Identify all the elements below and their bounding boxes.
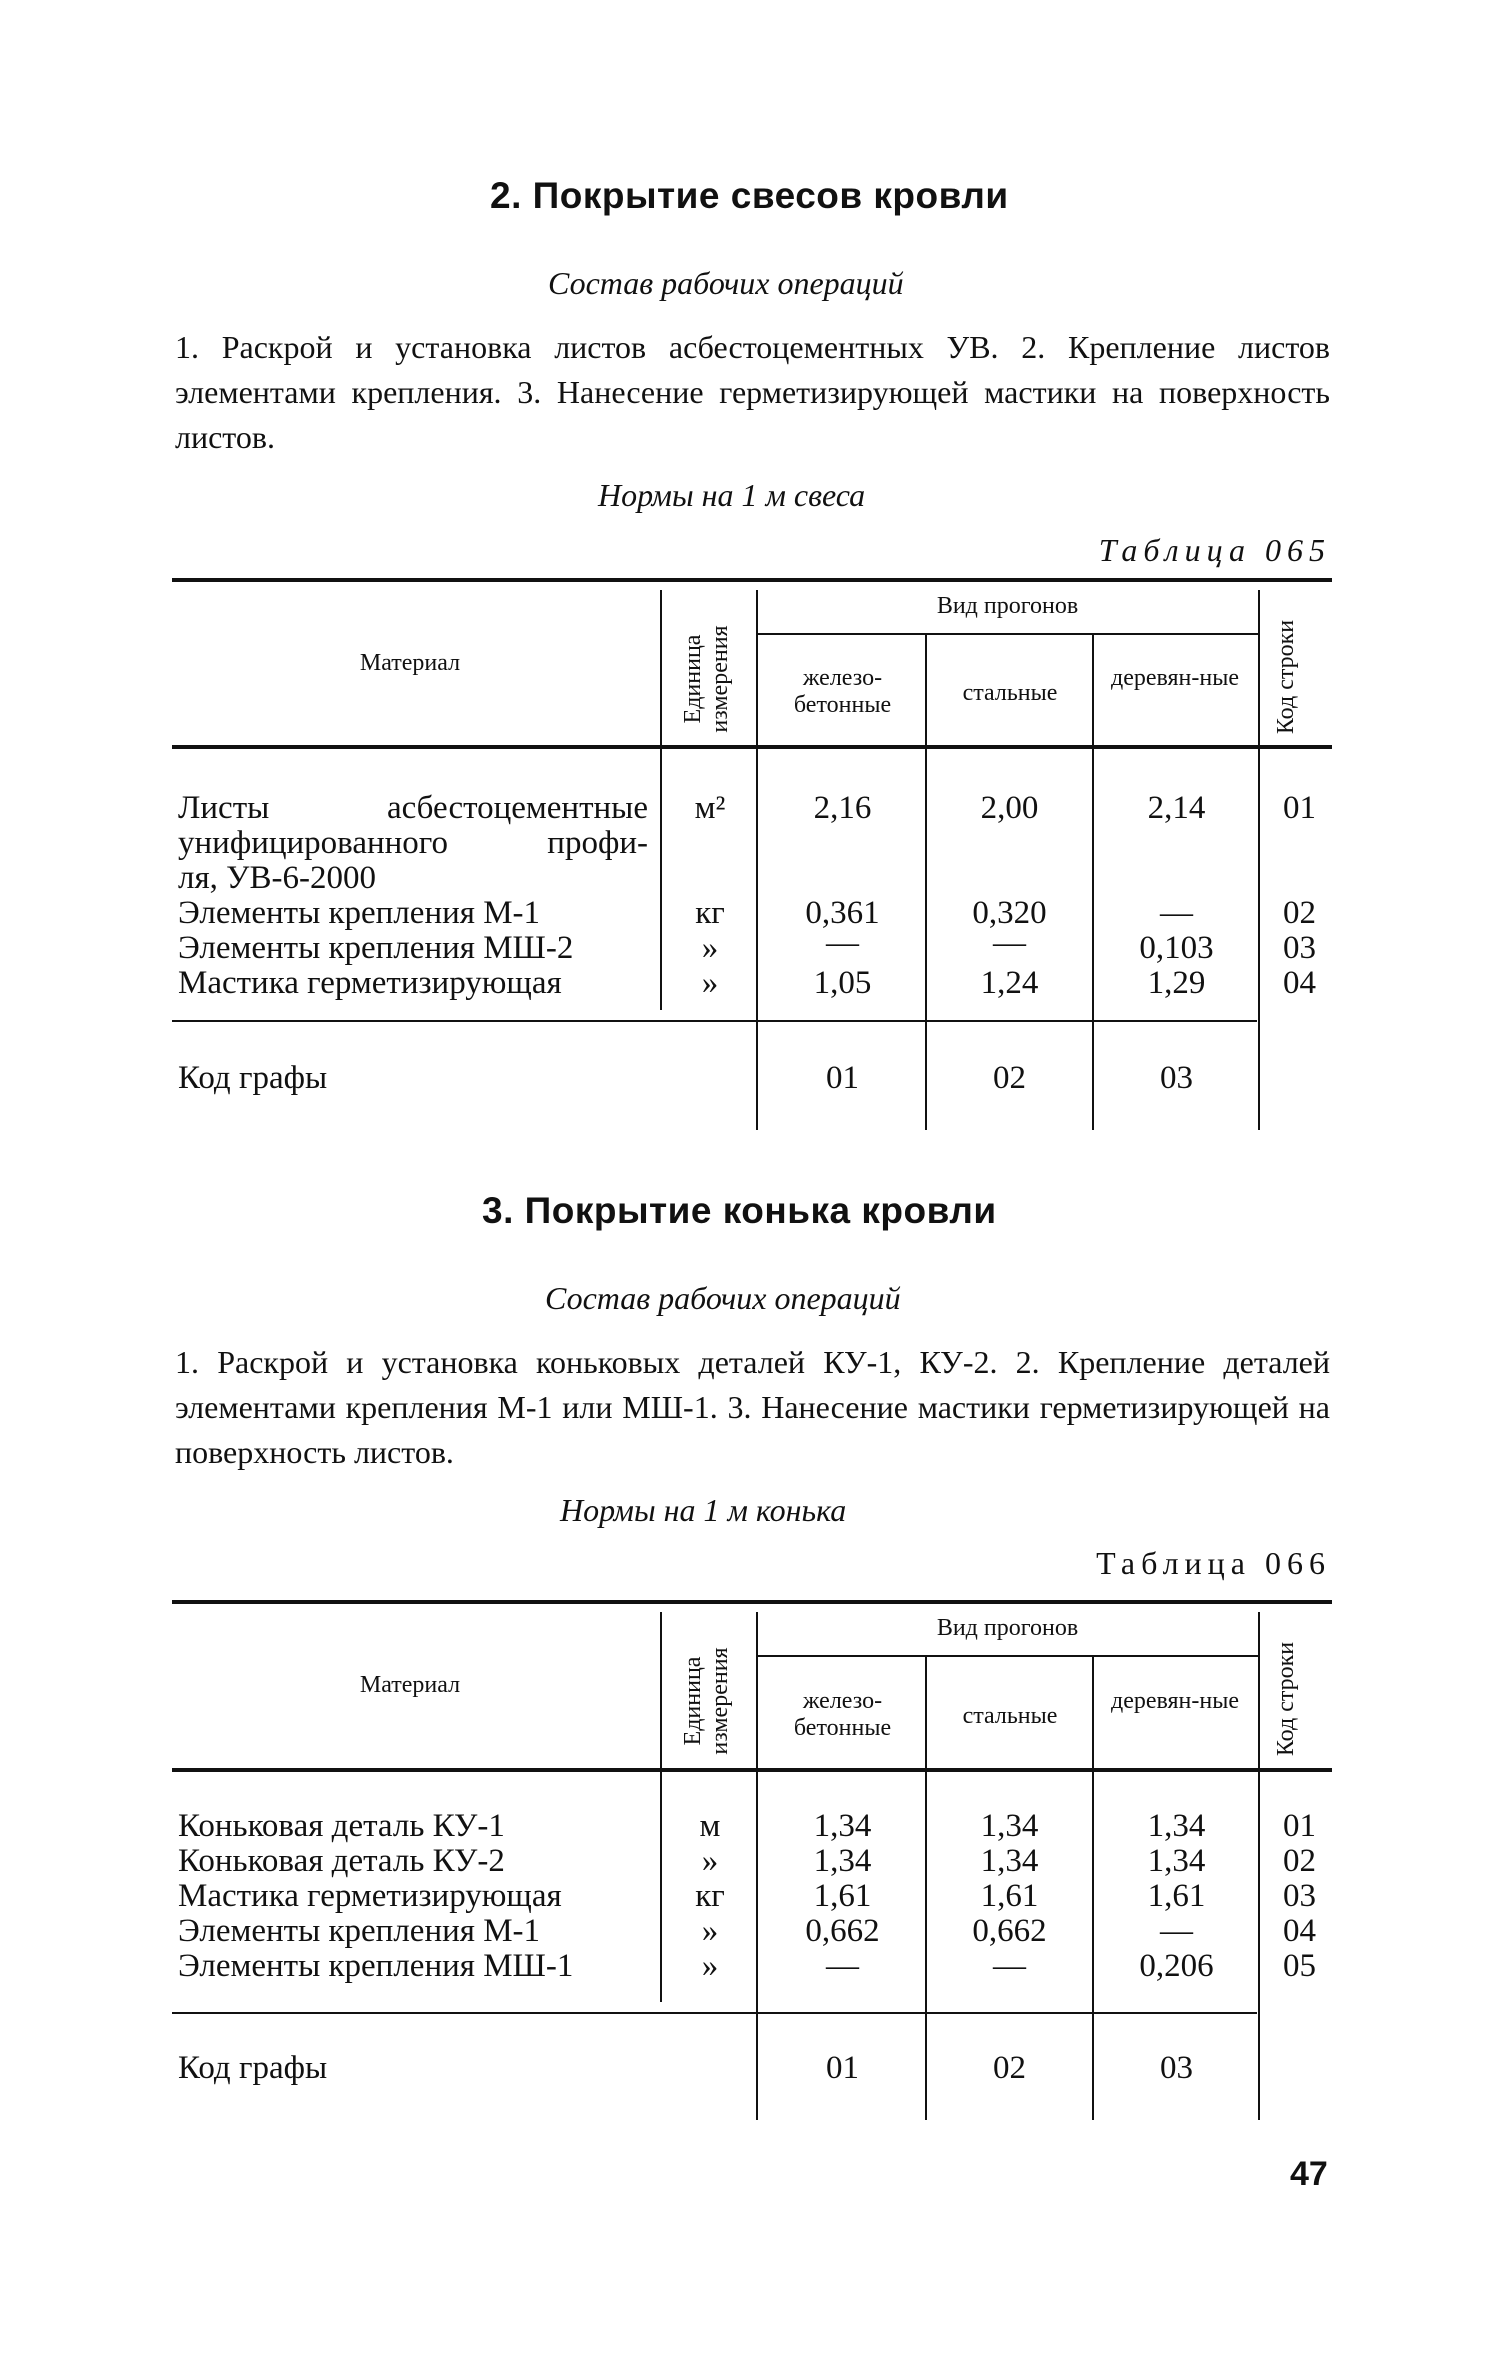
t066-r4-code: 04 (1283, 1913, 1316, 1949)
t065-r1-material-l1: Листы асбестоцементные (178, 790, 648, 826)
t066-r4-v2: 0,662 (972, 1913, 1047, 1949)
header-col2: стальные (962, 680, 1058, 706)
t066-r5-v2: — (993, 1948, 1026, 1984)
t066-r2-code: 02 (1283, 1843, 1316, 1879)
t065-r4-v3: 1,29 (1147, 965, 1206, 1001)
section3-norms: Нормы на 1 м конька (560, 1492, 847, 1528)
t066-r4-unit: » (701, 1913, 719, 1949)
t065-r2-unit: кг (695, 895, 725, 931)
t065-r3-v3: 0,103 (1139, 930, 1214, 966)
t066-r2-v1: 1,34 (813, 1843, 872, 1879)
section2-ops-heading: Состав рабочих операций (548, 265, 904, 301)
t065-footer-c2: 02 (993, 1060, 1026, 1096)
t066-r2-v3: 1,34 (1147, 1843, 1206, 1879)
t065-footer-label: Код графы (178, 1060, 328, 1096)
section3-title: 3. Покрытие конька кровли (482, 1190, 997, 1231)
t066-r2-material: Коньковая деталь КУ-2 (178, 1843, 505, 1879)
t065-footer-c3: 03 (1160, 1060, 1193, 1096)
t066-r4-material: Элементы крепления М-1 (178, 1913, 541, 1949)
t065-r2-v1: 0,361 (805, 895, 880, 931)
t065-r3-v2: — (993, 925, 1026, 961)
header-unit: Единица измерения (680, 1647, 733, 1755)
t066-r1-code: 01 (1283, 1808, 1316, 1844)
t065-r1-material-l2: унифицированного профи- (178, 825, 648, 861)
t066-r1-v3: 1,34 (1147, 1808, 1206, 1844)
section2-ops-text: 1. Раскрой и установка листов асбестоцементных УВ. 2. Крепление листов элементами крепления. 3. Нанесение герметизирующей мастики на поверхность листов. (175, 329, 1330, 455)
section3-table-label: Таблица 066 (1096, 1545, 1331, 1581)
header-code: Код строки (1273, 619, 1299, 735)
t065-r1-v1: 2,16 (813, 790, 872, 826)
header-group: Вид прогонов (936, 1615, 1079, 1641)
t066-r5-unit: » (701, 1948, 719, 1984)
t066-footer-label: Код графы (178, 2050, 328, 2086)
header-col3: деревян-ные (1110, 665, 1240, 691)
t066-footer-c3: 03 (1160, 2050, 1193, 2086)
t066-r3-v3: 1,61 (1147, 1878, 1206, 1914)
t066-r1-unit: м (699, 1808, 721, 1844)
section2-title: 2. Покрытие свесов кровли (490, 175, 1009, 216)
header-group: Вид прогонов (936, 593, 1079, 619)
t066-r1-v1: 1,34 (813, 1808, 872, 1844)
t066-r4-v1: 0,662 (805, 1913, 880, 1949)
header-col2: стальные (962, 1703, 1058, 1729)
section3-ops-heading: Состав рабочих операций (545, 1280, 901, 1316)
t065-r2-v3: — (1160, 895, 1193, 931)
t066-r3-v1: 1,61 (813, 1878, 872, 1914)
header-col1: железо-бетонные (793, 1688, 892, 1741)
t066-r1-material: Коньковая деталь КУ-1 (178, 1808, 505, 1844)
header-col1: железо-бетонные (793, 665, 892, 718)
t065-r3-material: Элементы крепления МШ-2 (178, 930, 574, 966)
t065-r1-v3: 2,14 (1147, 790, 1206, 826)
section3-ops-text: 1. Раскрой и установка коньковых деталей КУ-1, КУ-2. 2. Крепление деталей элементами крепления М-1 или МШ-1. 3. Нанесение мастики герметизирующей на поверхность листов. (175, 1344, 1330, 1470)
t066-r4-v3: — (1160, 1913, 1193, 1949)
t065-r3-v1: — (826, 925, 859, 961)
header-col3: деревян-ные (1110, 1688, 1240, 1714)
t065-r2-material: Элементы крепления М-1 (178, 895, 541, 931)
t066-r3-material: Мастика герметизирующая (178, 1878, 562, 1914)
t065-r3-unit: » (701, 930, 719, 966)
t066-r5-material: Элементы крепления МШ-1 (178, 1948, 574, 1984)
t065-r1-code: 01 (1283, 790, 1316, 826)
header-code: Код строки (1273, 1641, 1299, 1757)
t065-r4-unit: » (701, 965, 719, 1001)
section2-table-label: Таблица 065 (1098, 532, 1331, 568)
t065-footer-c1: 01 (826, 1060, 859, 1096)
t066-r3-code: 03 (1283, 1878, 1316, 1914)
t066-footer-c2: 02 (993, 2050, 1026, 2086)
t065-r2-v2: 0,320 (972, 895, 1047, 931)
t065-r4-code: 04 (1283, 965, 1316, 1001)
t066-footer-c1: 01 (826, 2050, 859, 2086)
header-unit: Единица измерения (680, 625, 733, 733)
t066-r5-code: 05 (1283, 1948, 1316, 1984)
t066-r1-v2: 1,34 (980, 1808, 1039, 1844)
t066-r5-v3: 0,206 (1139, 1948, 1214, 1984)
t065-r1-unit: м² (694, 790, 726, 826)
t065-r3-code: 03 (1283, 930, 1316, 966)
section2-norms: Нормы на 1 м свеса (598, 477, 866, 513)
header-material: Материал (359, 1672, 461, 1698)
t065-r4-v2: 1,24 (980, 965, 1039, 1001)
t065-r1-v2: 2,00 (980, 790, 1039, 826)
t066-r5-v1: — (826, 1948, 859, 1984)
t066-r3-unit: кг (695, 1878, 725, 1914)
t065-r4-v1: 1,05 (813, 965, 872, 1001)
t065-r1-material-l3: ля, УВ-6-2000 (178, 860, 376, 896)
page-number: 47 (1290, 2155, 1328, 2193)
t065-r4-material: Мастика герметизирующая (178, 965, 562, 1001)
header-material: Материал (359, 650, 461, 676)
t066-r2-v2: 1,34 (980, 1843, 1039, 1879)
t066-r3-v2: 1,61 (980, 1878, 1039, 1914)
t066-r2-unit: » (701, 1843, 719, 1879)
t065-r2-code: 02 (1283, 895, 1316, 931)
